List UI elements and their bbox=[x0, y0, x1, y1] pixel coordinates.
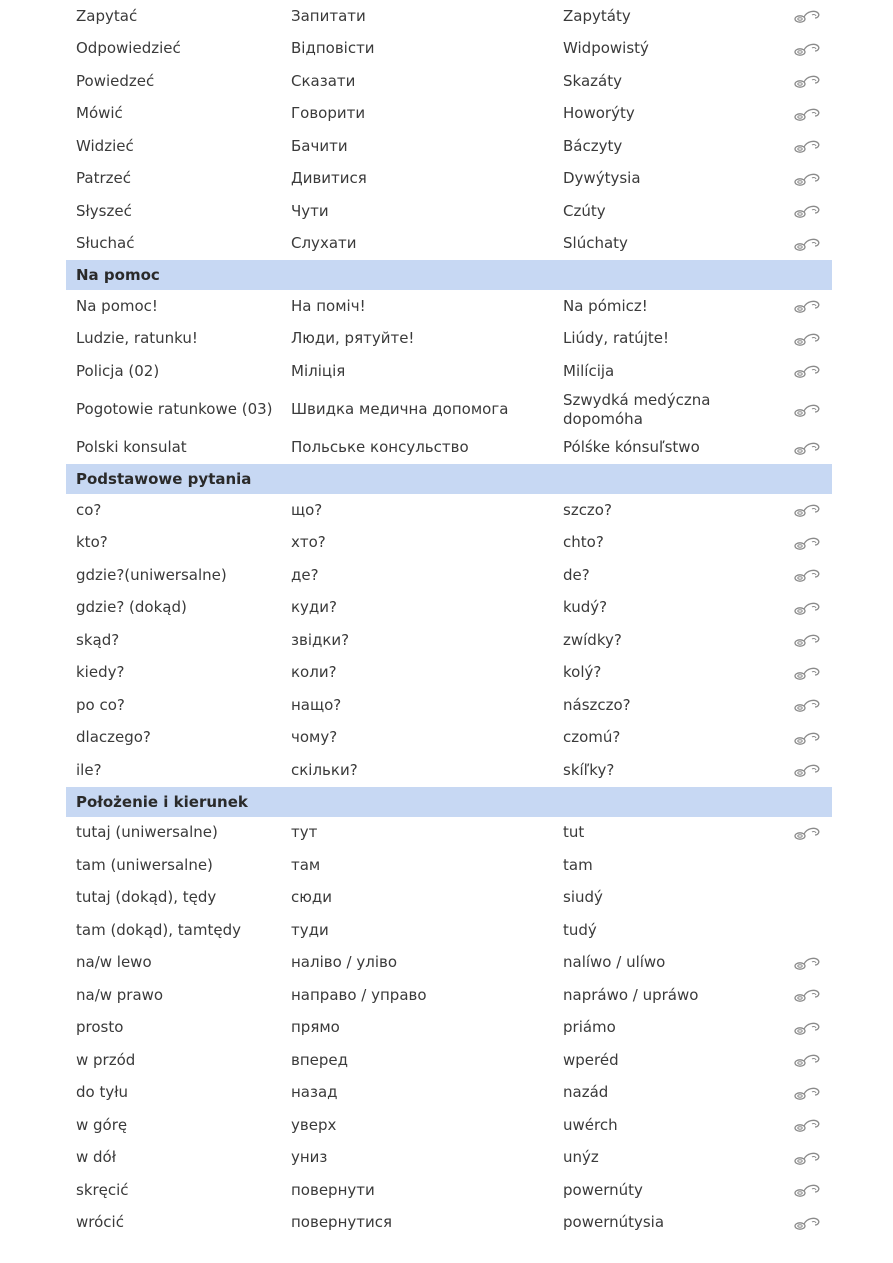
phrase-row bbox=[66, 657, 832, 690]
audio-cell bbox=[783, 891, 832, 905]
audio-cell bbox=[783, 42, 832, 56]
ukrainian-phrase: чому? bbox=[291, 728, 338, 747]
ukrainian-phrase: Чути bbox=[291, 201, 329, 220]
polish-phrase: Powiedzeć bbox=[76, 71, 155, 90]
ukrainian-phrase: Слухати bbox=[291, 234, 357, 253]
audio-cell bbox=[783, 731, 832, 745]
ukrainian-phrase: коли? bbox=[291, 663, 337, 682]
audio-cell bbox=[783, 1151, 832, 1165]
transliteration: chto? bbox=[563, 533, 604, 552]
polish-phrase: Polski konsulat bbox=[76, 438, 187, 457]
ukrainian-phrase: Бачити bbox=[291, 136, 348, 155]
audio-cell bbox=[783, 698, 832, 712]
audio-cell bbox=[783, 1216, 832, 1230]
audio-cell bbox=[783, 1118, 832, 1132]
transliteration: Pólśke kónsuľstwo bbox=[563, 438, 700, 457]
transliteration: priámo bbox=[563, 1018, 616, 1037]
polish-phrase: w górę bbox=[76, 1115, 128, 1134]
phrase-row bbox=[66, 722, 832, 755]
phrase-row bbox=[66, 979, 832, 1012]
polish-phrase: gdzie?(uniwersalne) bbox=[76, 565, 227, 584]
phrase-row bbox=[66, 592, 832, 625]
phrase-row bbox=[66, 432, 832, 465]
audio-cell bbox=[783, 956, 832, 970]
polish-phrase: Pogotowie ratunkowe (03) bbox=[76, 400, 273, 418]
audio-cell bbox=[783, 237, 832, 251]
polish-phrase: ile? bbox=[76, 760, 102, 779]
ukrainian-phrase: куди? bbox=[291, 598, 338, 617]
polish-phrase: na/w lewo bbox=[76, 953, 152, 972]
ukrainian-phrase: направо / управо bbox=[291, 985, 427, 1004]
transliteration: napráwo / upráwo bbox=[563, 985, 699, 1004]
transliteration: nazád bbox=[563, 1083, 609, 1102]
headphones-icon[interactable] bbox=[794, 826, 822, 840]
polish-phrase: w przód bbox=[76, 1050, 136, 1069]
transliteration: powernútysia bbox=[563, 1213, 665, 1232]
phrase-row bbox=[66, 65, 832, 98]
headphones-icon[interactable] bbox=[794, 403, 822, 417]
audio-cell bbox=[783, 204, 832, 218]
transliteration: powernúty bbox=[563, 1180, 643, 1199]
headphones-icon[interactable] bbox=[794, 172, 822, 186]
polish-phrase: tam (uniwersalne) bbox=[76, 855, 213, 874]
transliteration: nalíwo / ulíwo bbox=[563, 953, 666, 972]
phrase-row bbox=[66, 914, 832, 947]
ukrainian-phrase: що? bbox=[291, 500, 323, 519]
headphones-icon[interactable] bbox=[794, 441, 822, 455]
ukrainian-phrase: там bbox=[291, 855, 321, 874]
phrase-row bbox=[66, 130, 832, 163]
section-header: Położenie i kierunek bbox=[66, 787, 832, 817]
polish-phrase: wrócić bbox=[76, 1213, 124, 1232]
phrase-row bbox=[66, 559, 832, 592]
audio-cell bbox=[783, 826, 832, 840]
headphones-icon[interactable] bbox=[794, 666, 822, 680]
headphones-icon[interactable] bbox=[794, 9, 822, 23]
ukrainian-phrase: Запитати bbox=[291, 6, 366, 25]
ukrainian-phrase: назад bbox=[291, 1083, 338, 1102]
audio-cell bbox=[783, 536, 832, 550]
headphones-icon[interactable] bbox=[794, 364, 822, 378]
headphones-icon[interactable] bbox=[794, 536, 822, 550]
phrase-row bbox=[66, 947, 832, 980]
audio-cell bbox=[783, 1086, 832, 1100]
polish-phrase: Policja (02) bbox=[76, 361, 160, 380]
polish-phrase: do tyłu bbox=[76, 1083, 128, 1102]
phrase-row bbox=[66, 388, 832, 432]
polish-phrase: Patrzeć bbox=[76, 169, 131, 188]
headphones-icon[interactable] bbox=[794, 988, 822, 1002]
audio-cell bbox=[783, 299, 832, 313]
ukrainian-phrase: уверх bbox=[291, 1115, 337, 1134]
ukrainian-phrase: Швидка медична допомога bbox=[291, 400, 509, 418]
ukrainian-phrase: вперед bbox=[291, 1050, 348, 1069]
phrase-row bbox=[66, 494, 832, 527]
audio-cell bbox=[783, 666, 832, 680]
headphones-icon[interactable] bbox=[794, 1053, 822, 1067]
phrase-row bbox=[66, 163, 832, 196]
polish-phrase: Słyszeć bbox=[76, 201, 132, 220]
phrase-row bbox=[66, 849, 832, 882]
ukrainian-phrase: де? bbox=[291, 565, 319, 584]
headphones-icon[interactable] bbox=[794, 1021, 822, 1035]
polish-phrase: prosto bbox=[76, 1018, 124, 1037]
phrase-row bbox=[66, 323, 832, 356]
ukrainian-phrase: прямо bbox=[291, 1018, 340, 1037]
audio-cell bbox=[783, 988, 832, 1002]
ukrainian-phrase: повернутися bbox=[291, 1213, 393, 1232]
audio-cell bbox=[783, 441, 832, 455]
headphones-icon[interactable] bbox=[794, 1086, 822, 1100]
transliteration: czomú? bbox=[563, 728, 621, 747]
phrase-row bbox=[66, 527, 832, 560]
phrase-row bbox=[66, 0, 832, 33]
phrase-row bbox=[66, 1044, 832, 1077]
headphones-icon[interactable] bbox=[794, 107, 822, 121]
audio-cell bbox=[783, 1021, 832, 1035]
headphones-icon[interactable] bbox=[794, 731, 822, 745]
headphones-icon[interactable] bbox=[794, 763, 822, 777]
polish-phrase: skąd? bbox=[76, 630, 120, 649]
phrasebook-table bbox=[66, 0, 832, 1239]
audio-cell bbox=[783, 332, 832, 346]
audio-cell bbox=[783, 601, 832, 615]
headphones-icon[interactable] bbox=[794, 956, 822, 970]
transliteration: zwídky? bbox=[563, 630, 622, 649]
headphones-icon[interactable] bbox=[794, 1118, 822, 1132]
headphones-icon[interactable] bbox=[794, 633, 822, 647]
transliteration: Skazáty bbox=[563, 71, 622, 90]
polish-phrase: Odpowiedzieć bbox=[76, 39, 181, 58]
ukrainian-phrase: Говорити bbox=[291, 104, 366, 123]
transliteration: Zapytáty bbox=[563, 6, 631, 25]
phrase-row bbox=[66, 624, 832, 657]
phrase-row bbox=[66, 1109, 832, 1142]
phrase-row bbox=[66, 817, 832, 850]
phrase-row bbox=[66, 1207, 832, 1240]
transliteration: kolý? bbox=[563, 663, 602, 682]
headphones-icon[interactable] bbox=[794, 139, 822, 153]
polish-phrase: Widzieć bbox=[76, 136, 134, 155]
phrase-row bbox=[66, 195, 832, 228]
headphones-icon[interactable] bbox=[794, 1216, 822, 1230]
transliteration: Na pómicz! bbox=[563, 296, 648, 315]
section-header: Na pomoc bbox=[66, 260, 832, 290]
audio-cell bbox=[783, 923, 832, 937]
polish-phrase: co? bbox=[76, 500, 102, 519]
audio-cell bbox=[783, 858, 832, 872]
ukrainian-phrase: тут bbox=[291, 823, 318, 842]
phrase-row bbox=[66, 228, 832, 261]
transliteration: Szwydká medýczna dopomóha bbox=[563, 390, 711, 428]
phrase-row bbox=[66, 1142, 832, 1175]
transliteration: Slúchaty bbox=[563, 234, 628, 253]
transliteration: Howorýty bbox=[563, 104, 635, 123]
audio-cell bbox=[783, 1183, 832, 1197]
transliteration: unýz bbox=[563, 1148, 599, 1167]
ukrainian-phrase: Дивитися bbox=[291, 169, 367, 188]
phrase-row bbox=[66, 754, 832, 787]
transliteration: tut bbox=[563, 823, 585, 842]
audio-cell bbox=[783, 633, 832, 647]
phrase-row bbox=[66, 355, 832, 388]
transliteration: Widpowistý bbox=[563, 39, 649, 58]
headphones-icon[interactable] bbox=[794, 237, 822, 251]
audio-cell bbox=[783, 364, 832, 378]
ukrainian-phrase: наліво / уліво bbox=[291, 953, 398, 972]
transliteration: uwérch bbox=[563, 1115, 618, 1134]
polish-phrase: tutaj (uniwersalne) bbox=[76, 823, 218, 842]
transliteration: tudý bbox=[563, 920, 597, 939]
polish-phrase: na/w prawo bbox=[76, 985, 164, 1004]
transliteration: wperéd bbox=[563, 1050, 619, 1069]
audio-cell bbox=[783, 568, 832, 582]
ukrainian-phrase: Відповісти bbox=[291, 39, 375, 58]
transliteration: kudý? bbox=[563, 598, 608, 617]
ukrainian-phrase: униз bbox=[291, 1148, 328, 1167]
headphones-icon[interactable] bbox=[794, 503, 822, 517]
transliteration: Czúty bbox=[563, 201, 606, 220]
ukrainian-phrase: повернути bbox=[291, 1180, 375, 1199]
audio-cell bbox=[783, 74, 832, 88]
polish-phrase: po co? bbox=[76, 695, 125, 714]
phrase-row bbox=[66, 1012, 832, 1045]
transliteration: skíľky? bbox=[563, 760, 615, 779]
headphones-icon[interactable] bbox=[794, 698, 822, 712]
ukrainian-phrase: Люди, рятуйте! bbox=[291, 329, 415, 348]
headphones-icon[interactable] bbox=[794, 299, 822, 313]
polish-phrase: skręcić bbox=[76, 1180, 129, 1199]
transliteration: szczo? bbox=[563, 500, 612, 519]
polish-phrase: dlaczego? bbox=[76, 728, 151, 747]
phrase-row bbox=[66, 33, 832, 66]
ukrainian-phrase: хто? bbox=[291, 533, 326, 552]
phrase-row bbox=[66, 290, 832, 323]
audio-cell bbox=[783, 503, 832, 517]
audio-cell bbox=[783, 403, 832, 417]
polish-phrase: kto? bbox=[76, 533, 108, 552]
ukrainian-phrase: звідки? bbox=[291, 630, 350, 649]
ukrainian-phrase: Сказати bbox=[291, 71, 356, 90]
polish-phrase: Mówić bbox=[76, 104, 123, 123]
polish-phrase: Słuchać bbox=[76, 234, 135, 253]
ukrainian-phrase: туди bbox=[291, 920, 329, 939]
ukrainian-phrase: Польське консульство bbox=[291, 438, 469, 457]
transliteration: Báczyty bbox=[563, 136, 623, 155]
audio-cell bbox=[783, 107, 832, 121]
polish-phrase: kiedy? bbox=[76, 663, 125, 682]
polish-phrase: Ludzie, ratunku! bbox=[76, 329, 198, 348]
transliteration: de? bbox=[563, 565, 590, 584]
audio-cell bbox=[783, 763, 832, 777]
audio-cell bbox=[783, 1053, 832, 1067]
transliteration: Milícija bbox=[563, 361, 615, 380]
polish-phrase: tutaj (dokąd), tędy bbox=[76, 888, 217, 907]
audio-cell bbox=[783, 139, 832, 153]
ukrainian-phrase: сюди bbox=[291, 888, 332, 907]
headphones-icon[interactable] bbox=[794, 1183, 822, 1197]
audio-cell bbox=[783, 9, 832, 23]
transliteration: Dywýtysia bbox=[563, 169, 641, 188]
audio-cell bbox=[783, 172, 832, 186]
headphones-icon[interactable] bbox=[794, 332, 822, 346]
ukrainian-phrase: нащо? bbox=[291, 695, 342, 714]
phrase-row bbox=[66, 882, 832, 915]
headphones-icon[interactable] bbox=[794, 601, 822, 615]
phrase-row bbox=[66, 1077, 832, 1110]
polish-phrase: w dół bbox=[76, 1148, 116, 1167]
headphones-icon[interactable] bbox=[794, 42, 822, 56]
section-header: Podstawowe pytania bbox=[66, 464, 832, 494]
polish-phrase: tam (dokąd), tamtędy bbox=[76, 920, 241, 939]
polish-phrase: gdzie? (dokąd) bbox=[76, 598, 187, 617]
transliteration: tam bbox=[563, 855, 593, 874]
ukrainian-phrase: Міліція bbox=[291, 361, 346, 380]
transliteration: nászczo? bbox=[563, 695, 631, 714]
headphones-icon[interactable] bbox=[794, 1151, 822, 1165]
phrase-row bbox=[66, 98, 832, 131]
headphones-icon[interactable] bbox=[794, 204, 822, 218]
phrase-row bbox=[66, 1174, 832, 1207]
ukrainian-phrase: На поміч! bbox=[291, 296, 366, 315]
ukrainian-phrase: скільки? bbox=[291, 760, 358, 779]
polish-phrase: Na pomoc! bbox=[76, 296, 158, 315]
transliteration: Liúdy, ratújte! bbox=[563, 329, 670, 348]
polish-phrase: Zapytać bbox=[76, 6, 138, 25]
headphones-icon[interactable] bbox=[794, 568, 822, 582]
transliteration: siudý bbox=[563, 888, 603, 907]
headphones-icon[interactable] bbox=[794, 74, 822, 88]
phrase-row bbox=[66, 689, 832, 722]
